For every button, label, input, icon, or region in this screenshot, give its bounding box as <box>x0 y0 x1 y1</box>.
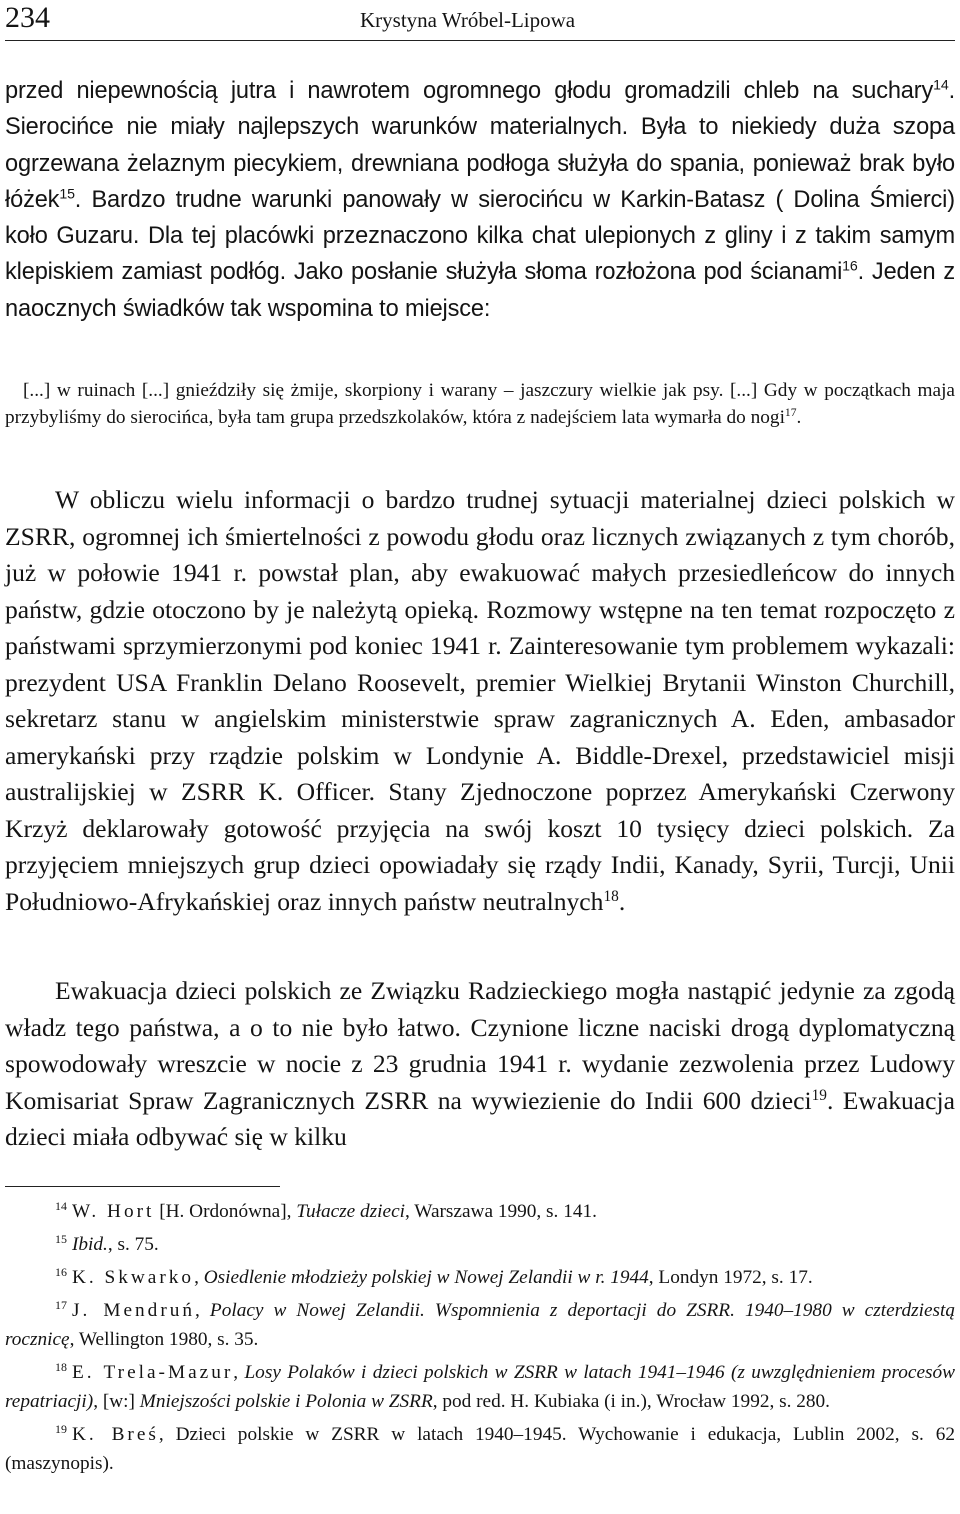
body-paragraph-2: W obliczu wielu informacji o bardzo trudnej sytuacji materialnej dzieci polskich w ZSRR, ogromnej ich śmiertelności z powodu głodu oraz licznych związanych z tym chorób, już w połowie 1941 r. powstał plan, aby ewakuować małych przesiedleńcow do innych państw, gdzie otoczono by je należytą opieką. Rozmowy wstępne na ten temat rozpoczęto z państwami sprzymierzonymi pod koniec 1941 r. Zainteresowanie tym problemem wykazali: prezydent USA Franklin Delano Roosevelt, premier Wielkiej Brytanii Winston Churchill, sekretarz stanu w angielskim ministerstwie spraw zagranicznych A. Eden, ambasador amerykański przy rządzie polskim w Londynie A. Biddle-Drexel, przedstawiciel misji australijskiej w ZSRR K. Officer. Stany Zjednoczone poprzez Amerykański Czerwony Krzyż deklarowały gotowość przyjęcia na swój koszt 10 tysięcy dzieci polskich. Za przyjęciem mniejszych grup dzieci opowiadały się rządy Indii, Kanady, Syrii, Turcji, Unii Południowo-Afrykańskiej oraz innych państw neutralnych$^{18}$. <box>5 485 955 916</box>
footnote-ref-14[interactable]: 14 <box>933 77 949 94</box>
footnote-19: $^{19}$ K. Breś, Dzieci polskie w ZSRR w latach 1940–1945. Wychowanie i edukacja, Lublin 2002, s. 62 (maszynopis). <box>5 1422 955 1474</box>
footnote-18: $^{18}$ E. Trela-Mazur, Losy Polaków i dzieci polskich w ZSRR w latach 1941–1946 (z uwzględnieniem procesów repatriacji), [w:] Mniejszości polskie i Polonia w ZSRR, pod red. H. Kubiaka (i in.), Wrocław 1992, s. 280. <box>5 1360 956 1412</box>
body-paragraph-3: Ewakuacja dzieci polskich ze Związku Radzieckiego mogła nastąpić jedynie za zgodą władz tego państwa, a o to nie było łatwo. Czynione liczne naciski drogą dyplomatyczną spowodowały wreszcie w nocie z 23 grudnia 1941 r. wydanie zezwolenia przez Ludowy Komisariat Spraw Zagranicznych ZSRR na wywiezienie do Indii 600 dzieci$^{19}$. Ewakuacja dzieci miała odbywać się w kilku <box>5 976 955 1151</box>
footnote-ref-16[interactable]: 16 <box>842 259 858 275</box>
block-quote: [...] w ruinach [...] gnieździły się żmije, skorpiony i warany – jaszczury wielkie jak psy. [...] Gdy w początkach maja przybyliśmy do sierocińca, była tam grupa przedszkolaków, która z nadejściem lata wymarła do nogi$^{17}$. <box>5 380 955 429</box>
footnote-16: $^{16}$ K. Skwarko, Osiedlenie młodzieży polskiej w Nowej Zelandii w r. 1944, Londyn 1972, s. 17. <box>55 1265 813 1288</box>
running-head <box>5 0 955 41</box>
page-number: 234 <box>5 1 50 34</box>
footnote-ref-17[interactable]: 17 <box>784 406 797 420</box>
running-title: Krystyna Wróbel-Lipowa <box>360 8 576 32</box>
footnotes <box>5 1197 955 1482</box>
footnote-15: $^{15}$ Ibid., s. 75. <box>55 1232 159 1255</box>
footnote-ref-19[interactable]: 19 <box>811 1086 827 1104</box>
body-paragraph-1: przed niepewnością jutra i nawrotem ogromnego głodu gromadzili chleb na suchary$^{14}$. Sierocińce nie miały najlepszych warunków materialnych. Była to niekiedy duża szopa ogrzewana żelaznym piecykiem, drewniana podłoga służyła do spania, ponieważ brak było łóżek$^{15}$. Bardzo trudne warunki panowały w sierocińcu w Karkin-Batasz ( Dolina Śmierci) koło Guzaru. Dla tej placówki przeznaczono kilka chat ulepionych z gliny i z takim samym klepiskiem zamiast podłóg. Jako posłanie służyła słoma rozłożona pod ścianami$^{16}$. Jeden z naocznych świadków tak wspomina to miejsce: <box>5 77 955 322</box>
footnote-ref-15[interactable]: 15 <box>59 186 75 203</box>
footnote-separator <box>5 1186 280 1187</box>
footnote-17: $^{17}$ J. Mendruń, Polacy w Nowej Zelandii. Wspomnienia z deportacji do ZSRR. 1940–1980 w czterdziestą rocznicę, Wellington 1980, s. 35. <box>5 1298 956 1350</box>
footnote-ref-18[interactable]: 18 <box>603 887 619 905</box>
footnote-14: $^{14}$ W. Hort [H. Ordonówna], Tułacze dzieci, Warszawa 1990, s. 141. <box>55 1199 597 1222</box>
